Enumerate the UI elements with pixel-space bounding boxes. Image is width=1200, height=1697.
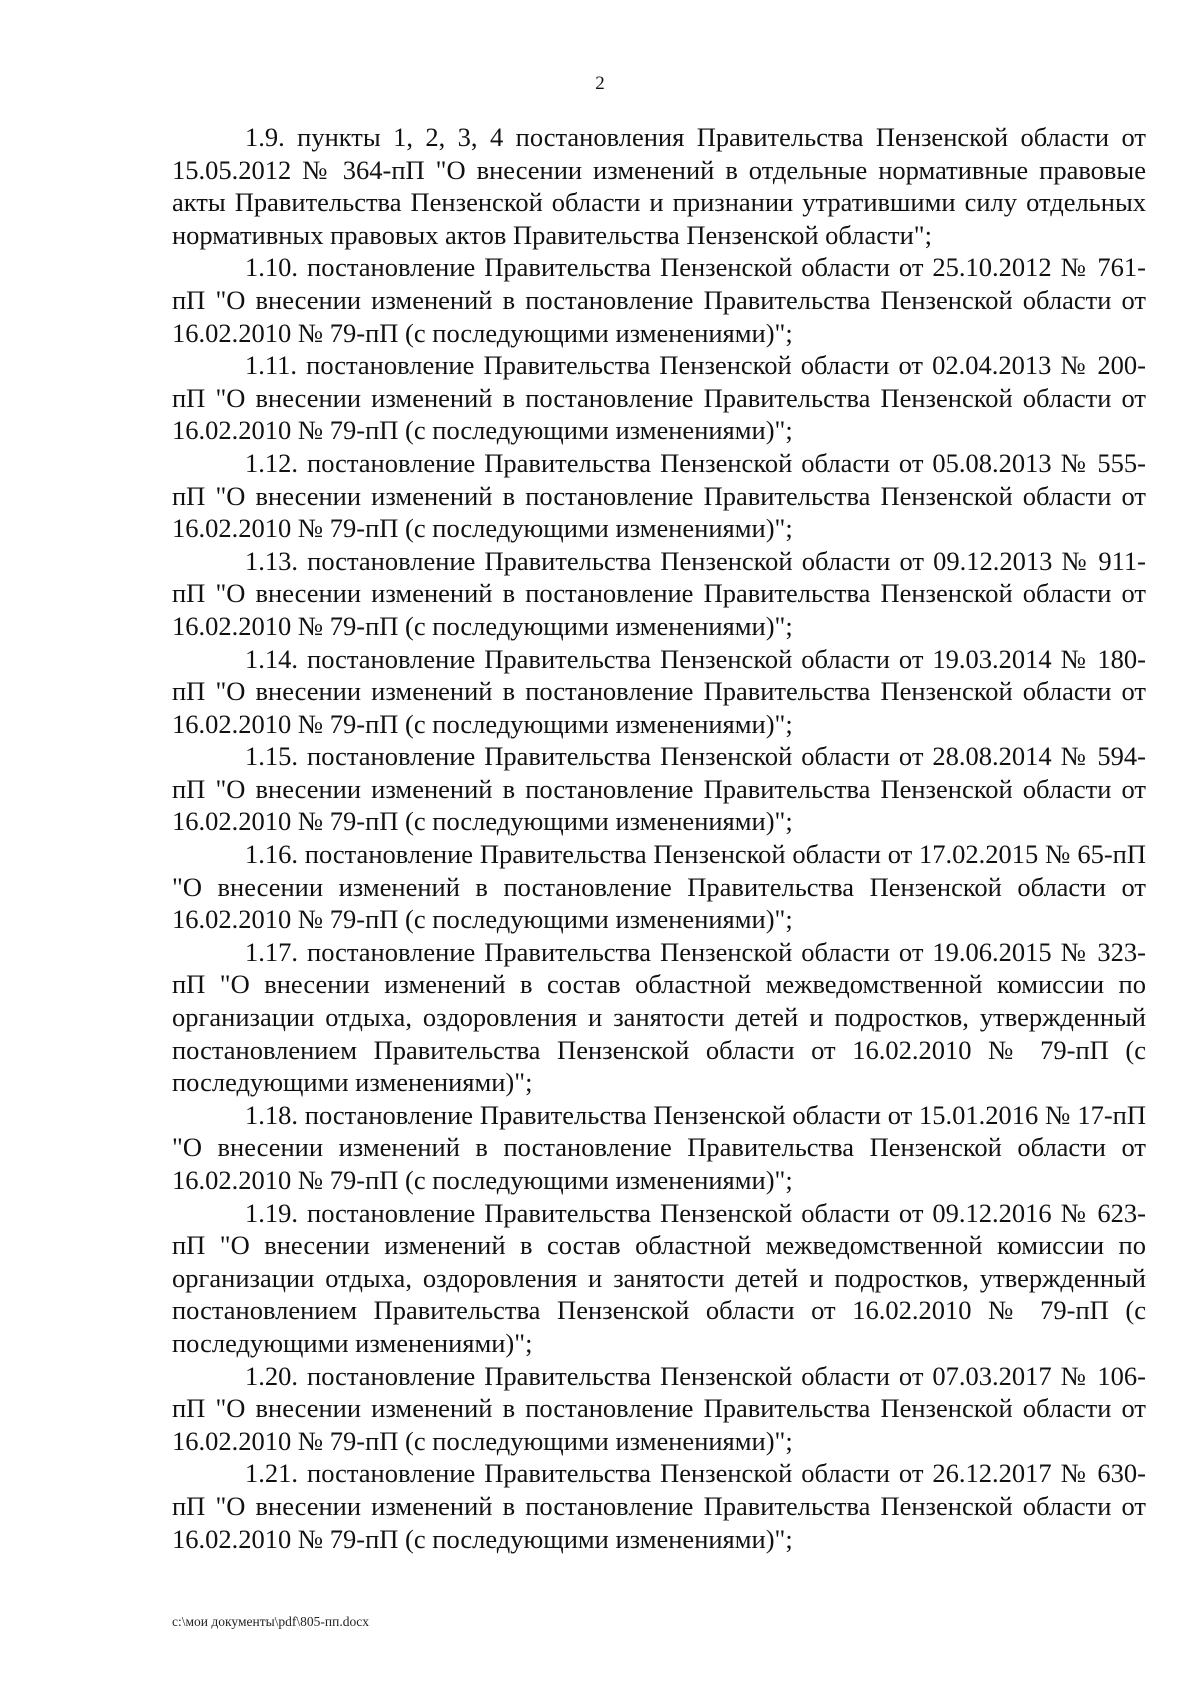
paragraph-1-11: 1.11. постановление Правительства Пензенской области от 02.04.2013 № 200-пП "О внесении изменений в постановление Правительства Пензенской области от 16.02.2010 № 79-пП (с последующими изменениями)"; bbox=[172, 350, 1146, 446]
paragraph-1-10: 1.10. постановление Правительства Пензенской области от 25.10.2012 № 761-пП "О внесении изменений в постановление Правительства Пензенской области от 16.02.2010 № 79-пП (с последующими изменениями)"; bbox=[172, 252, 1146, 348]
paragraph-1-12: 1.12. постановление Правительства Пензенской области от 05.08.2013 № 555-пП "О внесении изменений в постановление Правительства Пензенской области от 16.02.2010 № 79-пП (с последующими изменениями)"; bbox=[172, 447, 1146, 544]
paragraph-1-19: 1.19. постановление Правительства Пензенской области от 09.12.2016 № 623-пП "О внесении изменений в состав областной межведомственной комиссии по организации отдыха, оздоровления и занятости детей и подростков, утвержденный постановлением Правительства Пензенской области от 16.02.2010 № 79-пП (с последующими изменениями)"; bbox=[172, 1197, 1146, 1358]
page-number: 2 bbox=[595, 73, 605, 94]
paragraph-1-18: 1.18. постановление Правительства Пензенской области от 15.01.2016 № 17-пП "О внесении изменений в постановление Правительства Пензенской области от 16.02.2010 № 79-пП (с последующими изменениями)"; bbox=[172, 1099, 1146, 1195]
paragraph-1-15: 1.15. постановление Правительства Пензенской области от 28.08.2014 № 594-пП "О внесении изменений в постановление Правительства Пензенской области от 16.02.2010 № 79-пП (с последующими изменениями)"; bbox=[172, 741, 1146, 837]
paragraph-1-21: 1.21. постановление Правительства Пензенской области от 26.12.2017 № 630-пП "О внесении изменений в постановление Правительства Пензенской области от 16.02.2010 № 79-пП (с последующими изменениями)"; bbox=[172, 1458, 1146, 1554]
paragraph-1-16: 1.16. постановление Правительства Пензенской области от 17.02.2015 № 65-пП "О внесении изменений в постановление Правительства Пензенской области от 16.02.2010 № 79-пП (с последующими изменениями)"; bbox=[172, 839, 1146, 935]
paragraph-1-13: 1.13. постановление Правительства Пензенской области от 09.12.2013 № 911-пП "О внесении изменений в постановление Правительства Пензенской области от 16.02.2010 № 79-пП (с последующими изменениями)"; bbox=[172, 545, 1146, 641]
paragraph-1-17: 1.17. постановление Правительства Пензенской области от 19.06.2015 № 323-пП "О внесении изменений в состав областной межведомственной комиссии по организации отдыха, оздоровления и занятости детей и подростков, утвержденный постановлением Правительства Пензенской области от 16.02.2010 № 79-пП (с последующими изменениями)"; bbox=[172, 936, 1146, 1098]
paragraph-1-20: 1.20. постановление Правительства Пензенской области от 07.03.2017 № 106-пП "О внесении изменений в постановление Правительства Пензенской области от 16.02.2010 № 79-пП (с последующими изменениями)"; bbox=[172, 1360, 1146, 1456]
document-body bbox=[172, 121, 1146, 1555]
footer-file-path: c:\мои документы\pdf\805-пп.docx bbox=[172, 1614, 369, 1629]
paragraph-1-9: 1.9. пункты 1, 2, 3, 4 постановления Правительства Пензенской области от 15.05.2012 № 364-пП "О внесении изменений в отдельные нормативные правовые акты Правительства Пензенской области и признании утратившими силу отдельных нормативных правовых актов Правительства Пензенской области"; bbox=[172, 122, 1146, 250]
paragraph-1-14: 1.14. постановление Правительства Пензенской области от 19.03.2014 № 180-пП "О внесении изменений в постановление Правительства Пензенской области от 16.02.2010 № 79-пП (с последующими изменениями)"; bbox=[172, 643, 1146, 739]
